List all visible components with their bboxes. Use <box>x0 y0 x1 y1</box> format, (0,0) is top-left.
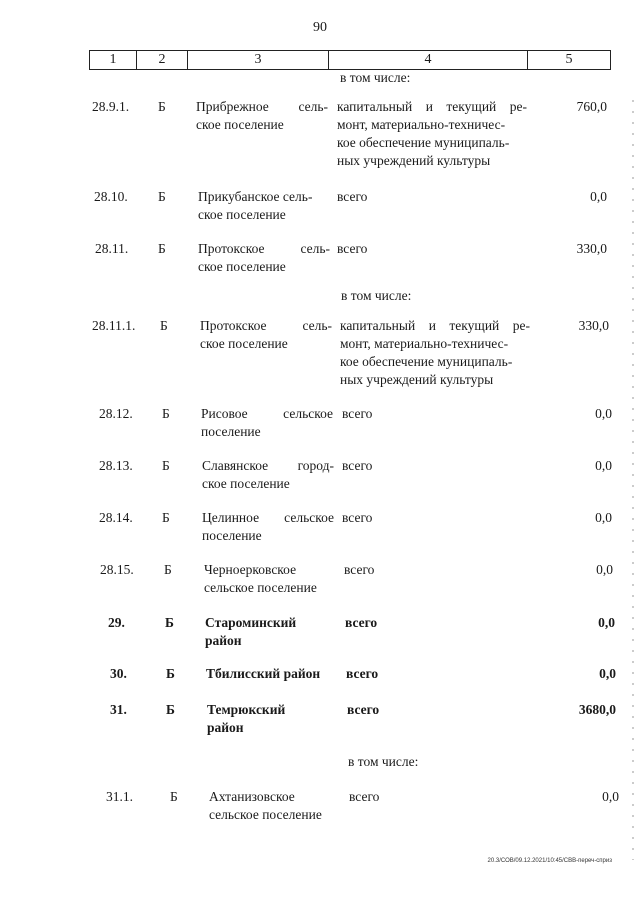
row-amount: 0,0 <box>595 458 612 473</box>
row-amount: 0,0 <box>596 562 613 577</box>
row-number: 28.13. <box>99 458 133 473</box>
scan-edge-marks <box>632 100 634 860</box>
row-amount: 3680,0 <box>578 702 616 717</box>
row-number: 28.14. <box>99 510 133 525</box>
header-col-3: 3 <box>187 50 329 70</box>
row-name: Протокское сель- ское поселение <box>198 241 330 274</box>
row-name: Темрюкский район <box>207 702 286 735</box>
row-amount: 330,0 <box>576 241 607 256</box>
row-name: Тбилисский район <box>206 666 321 681</box>
row-category: Б <box>165 615 174 630</box>
row-category: Б <box>158 241 166 256</box>
row-description: всего <box>349 789 380 804</box>
header-col-4: 4 <box>328 50 528 70</box>
row-name: Славянское город- ское поселение <box>202 458 334 491</box>
row-description: всего <box>342 510 373 525</box>
row-description: капитальный и текущий ре- монт, материально-техничес- кое обеспечение муниципаль- ных учреждений культуры <box>337 99 527 168</box>
subtotal-label: в том числе: <box>341 288 412 303</box>
row-amount: 0,0 <box>602 789 619 804</box>
header-col-2: 2 <box>136 50 188 70</box>
row-category: Б <box>162 406 170 421</box>
row-category: Б <box>166 702 175 717</box>
row-number: 29. <box>108 615 125 630</box>
row-description: всего <box>345 615 378 630</box>
row-name: Староминский район <box>205 615 297 648</box>
row-number: 30. <box>110 666 127 681</box>
row-description: капитальный и текущий ре- монт, материально-техничес- кое обеспечение муниципаль- ных учреждений культуры <box>340 318 530 387</box>
row-description: всего <box>337 189 368 204</box>
row-amount: 0,0 <box>595 510 612 525</box>
header-col-5: 5 <box>527 50 611 70</box>
row-name: Целинное сельское поселение <box>202 510 334 543</box>
row-name: Протокское сель- ское поселение <box>200 318 332 351</box>
row-number: 28.12. <box>99 406 133 421</box>
row-category: Б <box>158 189 166 204</box>
row-number: 31. <box>110 702 127 717</box>
row-amount: 0,0 <box>595 406 612 421</box>
row-amount: 0,0 <box>598 615 615 630</box>
row-name: Прикубанское сель- ское поселение <box>198 189 313 222</box>
page-number: 90 <box>313 20 327 35</box>
row-amount: 760,0 <box>576 99 607 114</box>
row-number: 28.10. <box>94 189 128 204</box>
row-category: Б <box>162 458 170 473</box>
subtotal-label: в том числе: <box>348 754 419 769</box>
row-category: Б <box>170 789 178 804</box>
row-name: Прибрежное сель- ское поселение <box>196 99 328 132</box>
row-category: Б <box>160 318 168 333</box>
row-description: всего <box>344 562 375 577</box>
row-description: всего <box>346 666 379 681</box>
header-col-1: 1 <box>89 50 137 70</box>
row-category: Б <box>162 510 170 525</box>
row-description: всего <box>342 406 373 421</box>
table-header <box>89 50 611 70</box>
row-description: всего <box>337 241 368 256</box>
row-amount: 330,0 <box>578 318 609 333</box>
row-amount: 0,0 <box>590 189 607 204</box>
row-name: Черноерковское сельское поселение <box>204 562 317 595</box>
row-number: 28.11. <box>95 241 129 256</box>
row-category: Б <box>164 562 172 577</box>
row-amount: 0,0 <box>599 666 616 681</box>
row-description: всего <box>342 458 373 473</box>
subtotal-label: в том числе: <box>340 70 411 85</box>
row-name: Ахтанизовское сельское поселение <box>209 789 322 822</box>
footer-stamp: 20.3/СОВ/09.12.2021/10:45/СВВ-переч-сприз <box>487 858 612 864</box>
row-number: 28.11.1. <box>92 318 136 333</box>
row-number: 31.1. <box>106 789 133 804</box>
row-category: Б <box>166 666 175 681</box>
row-number: 28.15. <box>100 562 134 577</box>
row-description: всего <box>347 702 380 717</box>
row-name: Рисовое сельское поселение <box>201 406 333 439</box>
row-number: 28.9.1. <box>92 99 130 114</box>
row-category: Б <box>158 99 166 114</box>
